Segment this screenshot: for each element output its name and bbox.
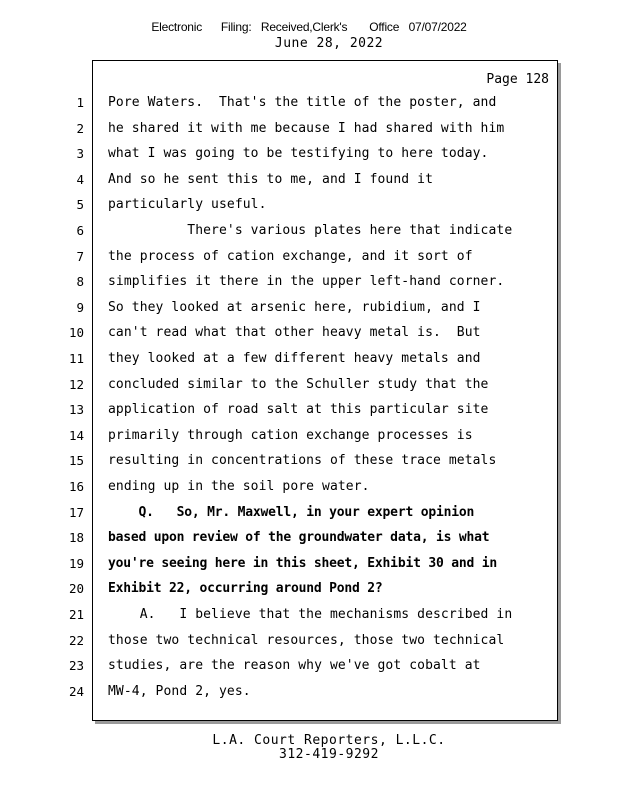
transcript-line [0,633,618,659]
line-text: Q. So, Mr. Maxwell, in your expert opinion [108,505,475,520]
transcript-line [0,505,618,531]
line-number: 4 [76,172,84,187]
line-text: what I was going to be testifying to here today. [108,146,489,161]
transcript-line [0,684,618,710]
line-number: 18 [68,530,84,545]
line-number: 2 [76,121,84,136]
line-text: ending up in the soil pore water. [108,479,370,494]
transcript-line [0,172,618,198]
line-number: 15 [68,453,84,468]
line-text: based upon review of the groundwater data, is what [108,530,490,545]
transcript-line [0,249,618,275]
transcript-line [0,607,618,633]
line-number: 11 [68,351,84,366]
line-text: resulting in concentrations of these trace metals [108,453,497,468]
court-reporter-phone: 312-419-9292 [279,747,379,762]
transcript-line [0,351,618,377]
line-number: 12 [68,377,84,392]
line-text: studies, are the reason why we've got cobalt at [108,658,481,673]
line-text: And so he sent this to me, and I found it [108,172,433,187]
line-text: A. I believe that the mechanisms described in [108,607,513,622]
line-text: he shared it with me because I had shared with him [108,121,505,136]
line-number: 6 [76,223,84,238]
line-text: particularly useful. [108,197,267,212]
line-text: can't read what that other heavy metal is. But [108,325,481,340]
transcript-line [0,530,618,556]
transcript-line [0,325,618,351]
line-text: simplifies it there in the upper left-hand corner. [108,274,505,289]
transcript-line [0,121,618,147]
transcript-line [0,428,618,454]
transcript-line [0,274,618,300]
line-text: they looked at a few different heavy metals and [108,351,481,366]
line-text: There's various plates here that indicate [108,223,513,238]
transcript-line [0,581,618,607]
line-number: 23 [68,658,84,673]
line-number: 14 [68,428,84,443]
line-text: those two technical resources, those two technical [108,633,505,648]
transcript-line [0,146,618,172]
line-number: 17 [68,505,84,520]
line-text: Exhibit 22, occurring around Pond 2? [108,581,383,596]
transcript-line [0,402,618,428]
line-number: 9 [76,300,84,315]
line-text: application of road salt at this particular site [108,402,489,417]
transcript-line [0,197,618,223]
filing-stamp: Electronic Filing: Received,Clerk's Office 07/07/2022 [151,20,467,34]
transcript-date: June 28, 2022 [274,36,384,51]
transcript-line [0,453,618,479]
transcript-line [0,223,618,249]
line-text: primarily through cation exchange processes is [108,428,473,443]
line-number: 16 [68,479,84,494]
transcript-line [0,556,618,582]
line-text: the process of cation exchange, and it sort of [108,249,473,264]
line-number: 7 [76,249,84,264]
line-number: 8 [76,274,84,289]
transcript-line [0,377,618,403]
transcript-line [0,658,618,684]
line-number: 22 [68,633,84,648]
line-number: 10 [68,325,84,340]
line-number: 1 [76,95,84,110]
transcript-line [0,95,618,121]
line-number: 5 [76,197,84,212]
line-number: 21 [68,607,84,622]
line-number: 19 [68,556,84,571]
line-text: you're seeing here in this sheet, Exhibit 30 and in [108,556,497,571]
line-number: 20 [68,581,84,596]
line-text: concluded similar to the Schuller study that the [108,377,489,392]
line-text: So they looked at arsenic here, rubidium, and I [108,300,481,315]
court-reporter-name: L.A. Court Reporters, L.L.C. [212,733,446,748]
page-number: Page 128 [486,72,549,87]
transcript-line [0,479,618,505]
line-number: 3 [76,146,84,161]
line-text: Pore Waters. That's the title of the poster, and [108,95,497,110]
line-number: 24 [68,684,84,699]
transcript-line [0,300,618,326]
line-number: 13 [68,402,84,417]
line-text: MW-4, Pond 2, yes. [108,684,251,699]
